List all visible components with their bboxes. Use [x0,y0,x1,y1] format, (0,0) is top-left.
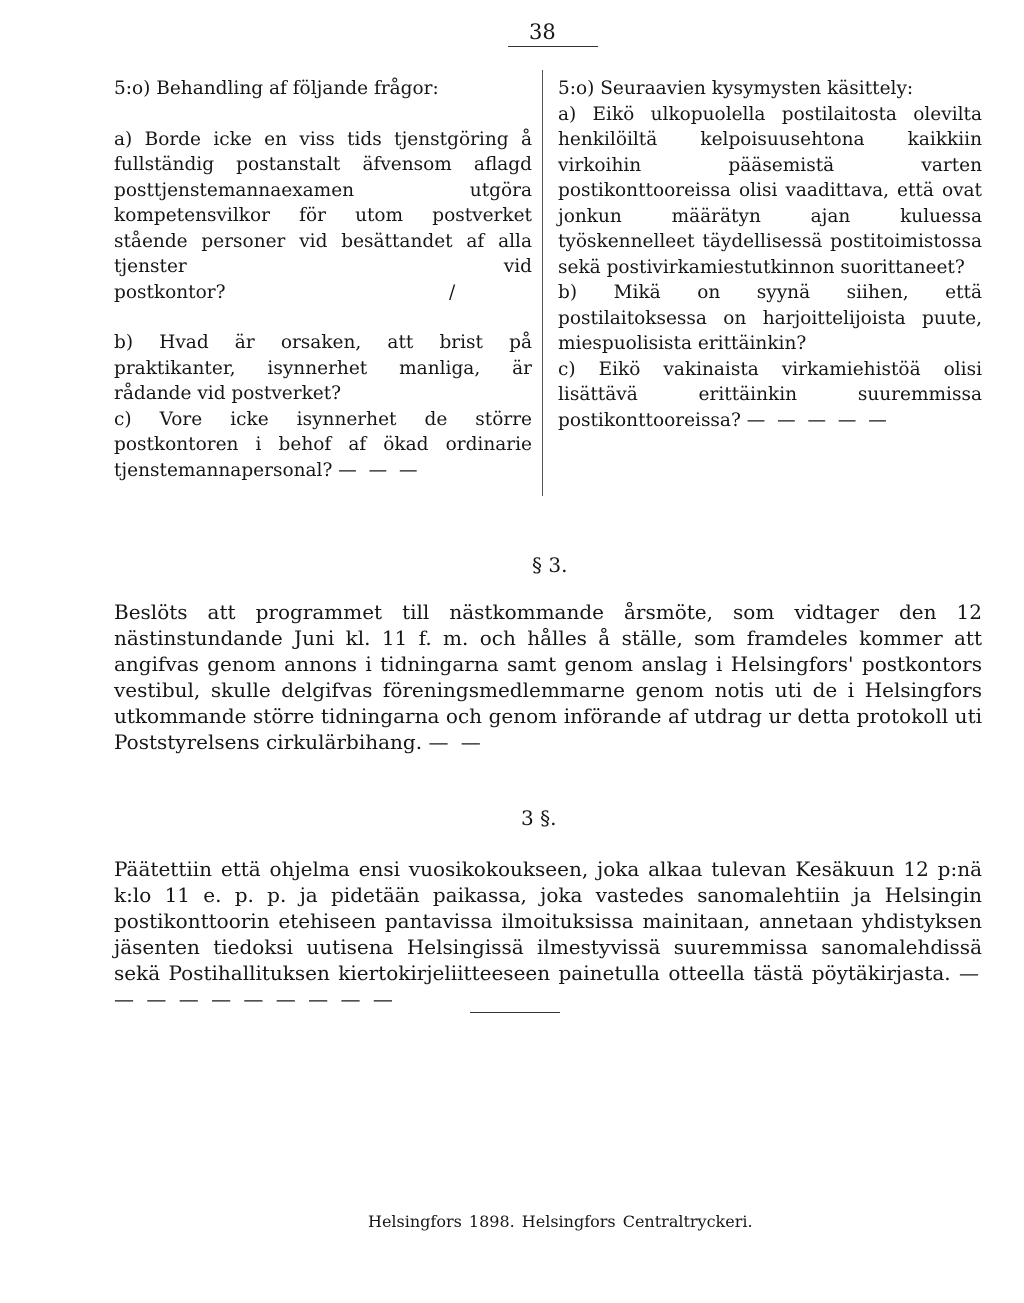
section-text-finnish [114,856,982,1012]
closing-rule [470,1012,560,1013]
section-text-swedish [114,599,982,755]
page-number-rule [508,46,598,47]
left-item-c [114,407,532,484]
section-mark-finnish: 3 §. [521,806,557,830]
section-mark-swedish: § 3. [532,553,568,577]
section-text-swedish-body: Beslöts att programmet till nästkommande årsmöte, som vidtager den 12 nästinstundande Juni kl. 11 f. m. och hålles å ställe, som framdeles kommer att angifvas genom annons i tidningarna samt genom anslag i Helsingfors' postkontors vestibul, skulle delgifvas föreningsmedlemmarne genom notis uti de i Helsingfors utkommande större tidningarna och genom införande af utdrag ur detta protokoll uti Poststyrelsens cirkulärbihang. [114,600,982,754]
right-item-a: a) Eikö ulkopuolella postilaitosta olevilta henkilöiltä kelpoisuusehtona kaikkiin virkoihin pääsemistä varten postikonttooreissa olisi vaadittava, että ovat jonkun määrätyn ajan kuluessa työskennelleet täydellisessä postitoimistossa sekä postivirkamiestutkinnon suorittaneet? [558,103,982,278]
right-item-c [558,357,982,434]
column-divider [542,70,543,496]
section-finnish-dashes: — — — — — — — — — — [114,961,983,1011]
left-column-swedish [114,76,532,483]
section-text-finnish-body: Päätettiin että ohjelma ensi vuosikokoukseen, joka alkaa tulevan Kesäkuun 12 p:nä k:lo 11 e. p. p. ja pidetään paikassa, joka vastedes sanomalehtiin ja Helsingin postikonttoorin etehiseen pantavissa ilmoituksissa mainitaan, annetaan yhdistyksen jäsenten tiedoksi uutisena Helsingissä ilmestyvissä suuremmissa sanomalehdissä sekä Postihallituksen kiertokirjeliitteeseen painetulla otteella tästä pöytäkirjasta. [114,857,982,985]
left-item-a-text: a) Borde icke en viss tids tjenstgöring å fullständig postanstalt äfvensom aflagd posttjenstemannaexamen utgöra kompetensvilkor för utom postverket stående personer vid besättandet af alla tjenster vid postkontor? [114,128,532,303]
left-item-a [114,127,532,306]
left-item-c-text: c) Vore icke isynnerhet de större postkontoren i behof af ökad ordinarie tjenstemannapersonal? [114,408,532,481]
right-column-finnish [558,76,982,433]
left-heading: 5:o) Behandling af följande frågor: [114,78,439,99]
left-item-a-mark: / [448,281,456,303]
right-item-b: b) Mikä on syynä siihen, että postilaitoksessa on harjoittelijoista puute, miespuolisista erittäinkin? [558,282,982,354]
page-number: 38 [529,20,556,44]
right-item-c-dashes: — — — — — [746,409,890,431]
left-item-b: b) Hvad är orsaken, att brist på praktikanter, isynnerhet manliga, är rådande vid postverket? [114,332,532,404]
right-heading: 5:o) Seuraavien kysymysten käsittely: [558,78,914,99]
right-item-c-text: c) Eikö vakinaista virkamiehistöä olisi lisättävä erittäinkin suuremmissa postikonttooreissa? [558,358,982,431]
section-swedish-dashes: — — [428,730,484,754]
printer-colophon: Helsingfors 1898. Helsingfors Centraltryckeri. [368,1212,753,1231]
left-item-c-dashes: — — — [338,459,421,481]
